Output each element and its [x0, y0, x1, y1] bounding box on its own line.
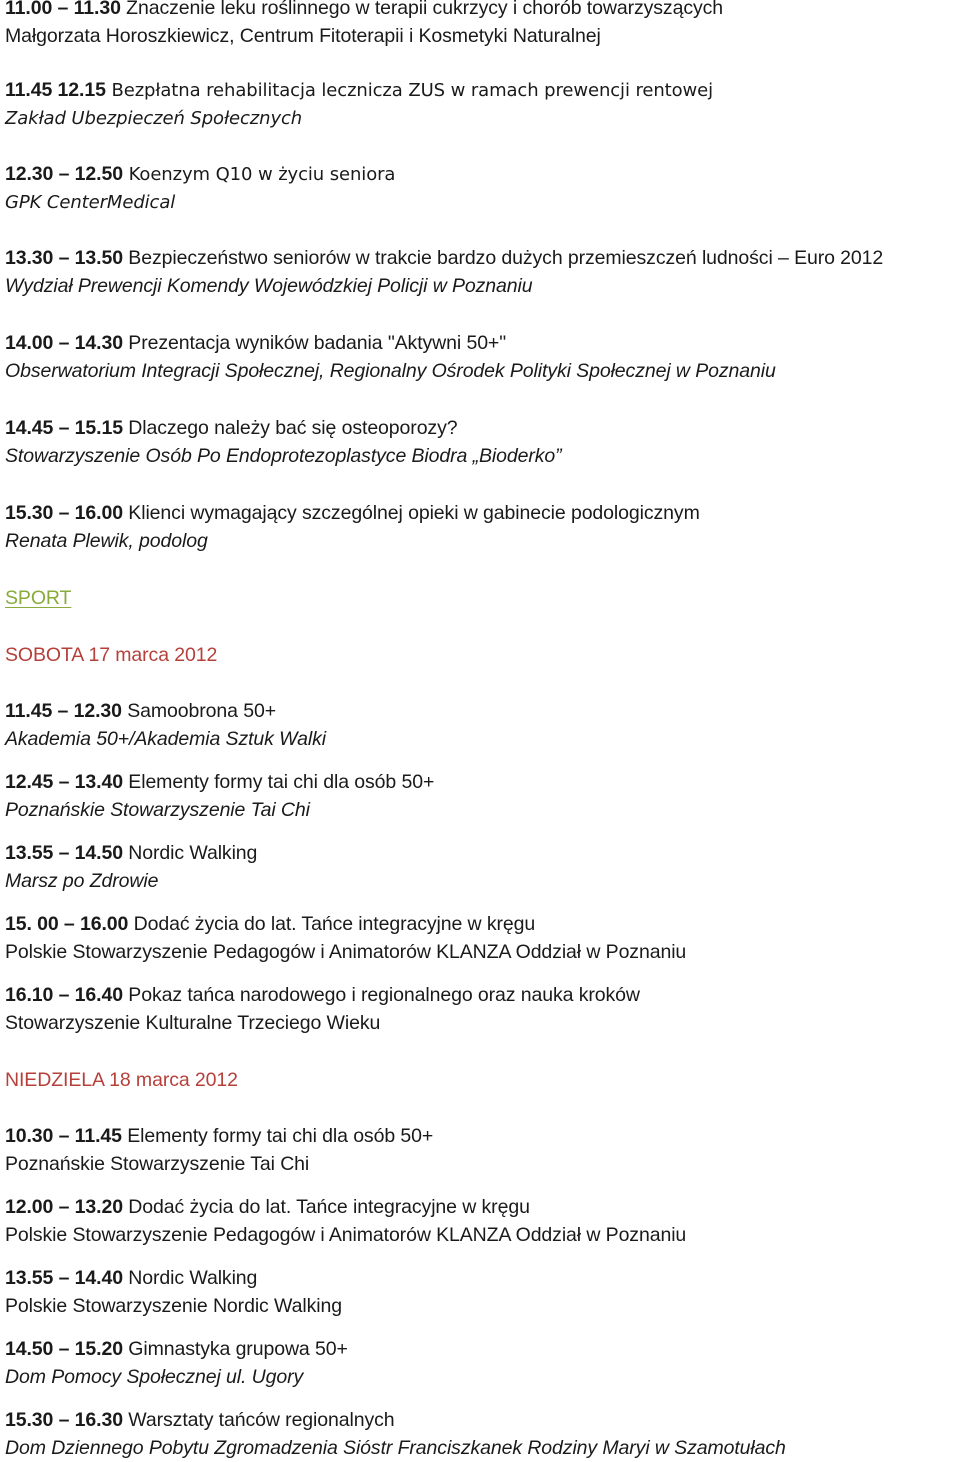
- session-title: Bezpłatna rehabilitacja lecznicza ZUS w ramach prewencji rentowej: [105, 80, 714, 101]
- session-title: Elementy formy tai chi dla osób 50+: [122, 771, 435, 793]
- session: [5, 244, 883, 300]
- session: [5, 1406, 786, 1462]
- session-organizer: Polskie Stowarzyszenie Pedagogów i Animatorów KLANZA Oddział w Poznaniu: [5, 1224, 687, 1246]
- session-time: 15.30 – 16.30: [5, 1409, 123, 1431]
- session-time: 11.45 12.15: [5, 79, 106, 101]
- sport-heading: SPORT: [5, 587, 72, 609]
- session-time: 13.55 – 14.50: [5, 842, 123, 864]
- session: [5, 697, 326, 753]
- session-time: 14.50 – 15.20: [5, 1338, 123, 1360]
- session-organizer: Dom Pomocy Społecznej ul. Ugory: [5, 1366, 304, 1388]
- session-title: Gimnastyka grupowa 50+: [122, 1338, 348, 1360]
- session: [5, 329, 776, 385]
- session: [5, 1122, 433, 1178]
- session-organizer: Obserwatorium Integracji Społecznej, Regionalny Ośrodek Polityki Społecznej w Poznaniu: [5, 360, 776, 382]
- session-organizer: Polskie Stowarzyszenie Pedagogów i Animatorów KLANZA Oddział w Poznaniu: [5, 941, 687, 963]
- session-title: Samoobrona 50+: [121, 700, 276, 722]
- session-time: 11.45 – 12.30: [5, 700, 122, 722]
- session: [5, 0, 723, 50]
- session-time: 12.45 – 13.40: [5, 771, 123, 793]
- session-organizer: GPK CenterMedical: [5, 192, 176, 213]
- session-time: 12.30 – 12.50: [5, 163, 123, 185]
- session-title: Nordic Walking: [122, 1267, 258, 1289]
- session-title: Nordic Walking: [122, 842, 258, 864]
- session-organizer: Zakład Ubezpieczeń Społecznych: [5, 108, 303, 129]
- session-title: Prezentacja wyników badania "Aktywni 50+": [122, 332, 507, 354]
- session-organizer: Akademia 50+/Akademia Sztuk Walki: [5, 728, 326, 750]
- session-time: 10.30 – 11.45: [5, 1125, 122, 1147]
- session-title: Koenzym Q10 w życiu seniora: [122, 164, 396, 185]
- session-title: Dlaczego należy bać się osteoporozy?: [122, 417, 458, 439]
- session: [5, 1193, 686, 1249]
- session-time: 15.30 – 16.00: [5, 502, 123, 524]
- session-organizer: Stowarzyszenie Osób Po Endoprotezoplastyce Biodra „Bioderko”: [5, 445, 562, 467]
- session-time: 14.45 – 15.15: [5, 417, 123, 439]
- session-title: Dodać życia do lat. Tańce integracyjne w kręgu: [122, 1196, 530, 1218]
- session-title: Warsztaty tańców regionalnych: [122, 1409, 395, 1431]
- session: [5, 839, 257, 895]
- session: [5, 76, 713, 132]
- session-time: 14.00 – 14.30: [5, 332, 123, 354]
- session-time: 15. 00 – 16.00: [5, 913, 129, 935]
- session-organizer: Poznańskie Stowarzyszenie Tai Chi: [5, 799, 310, 821]
- session-time: 16.10 – 16.40: [5, 984, 123, 1006]
- session-organizer: Stowarzyszenie Kulturalne Trzeciego Wieku: [5, 1012, 381, 1034]
- session-title: Pokaz tańca narodowego i regionalnego oraz nauka kroków: [122, 984, 640, 1006]
- session: [5, 1335, 348, 1391]
- session-title: Klienci wymagający szczególnej opieki w gabinecie podologicznym: [122, 502, 700, 524]
- session: [5, 910, 686, 966]
- session: [5, 499, 700, 555]
- saturday-heading: SOBOTA 17 marca 2012: [5, 644, 218, 666]
- session-time: 13.30 – 13.50: [5, 247, 123, 269]
- session-title: Dodać życia do lat. Tańce integracyjne w kręgu: [128, 913, 536, 935]
- session: [5, 1264, 342, 1320]
- session: [5, 768, 434, 824]
- session: [5, 160, 395, 216]
- session-organizer: Dom Dziennego Pobytu Zgromadzenia Sióstr Franciszkanek Rodziny Maryi w Szamotułach: [5, 1437, 786, 1459]
- session-organizer: Polskie Stowarzyszenie Nordic Walking: [5, 1295, 342, 1317]
- session-organizer: Renata Plewik, podolog: [5, 530, 208, 552]
- session-time: 12.00 – 13.20: [5, 1196, 123, 1218]
- session-title: Elementy formy tai chi dla osób 50+: [121, 1125, 434, 1147]
- session-organizer: Marsz po Zdrowie: [5, 870, 159, 892]
- session-title: Bezpieczeństwo seniorów w trakcie bardzo dużych przemieszczeń ludności – Euro 2012: [122, 247, 884, 269]
- session-organizer: Poznańskie Stowarzyszenie Tai Chi: [5, 1153, 310, 1175]
- session: [5, 414, 562, 470]
- sunday-heading: NIEDZIELA 18 marca 2012: [5, 1069, 238, 1091]
- session-organizer: Małgorzata Horoszkiewicz, Centrum Fitoterapii i Kosmetyki Naturalnej: [5, 25, 601, 47]
- session-time: 11.00 – 11.30: [5, 0, 121, 19]
- session: [5, 981, 640, 1037]
- session-organizer: Wydział Prewencji Komendy Wojewódzkiej Policji w Poznaniu: [5, 275, 533, 297]
- session-time: 13.55 – 14.40: [5, 1267, 123, 1289]
- session-title: Znaczenie leku roślinnego w terapii cukrzycy i chorób towarzyszących: [120, 0, 724, 19]
